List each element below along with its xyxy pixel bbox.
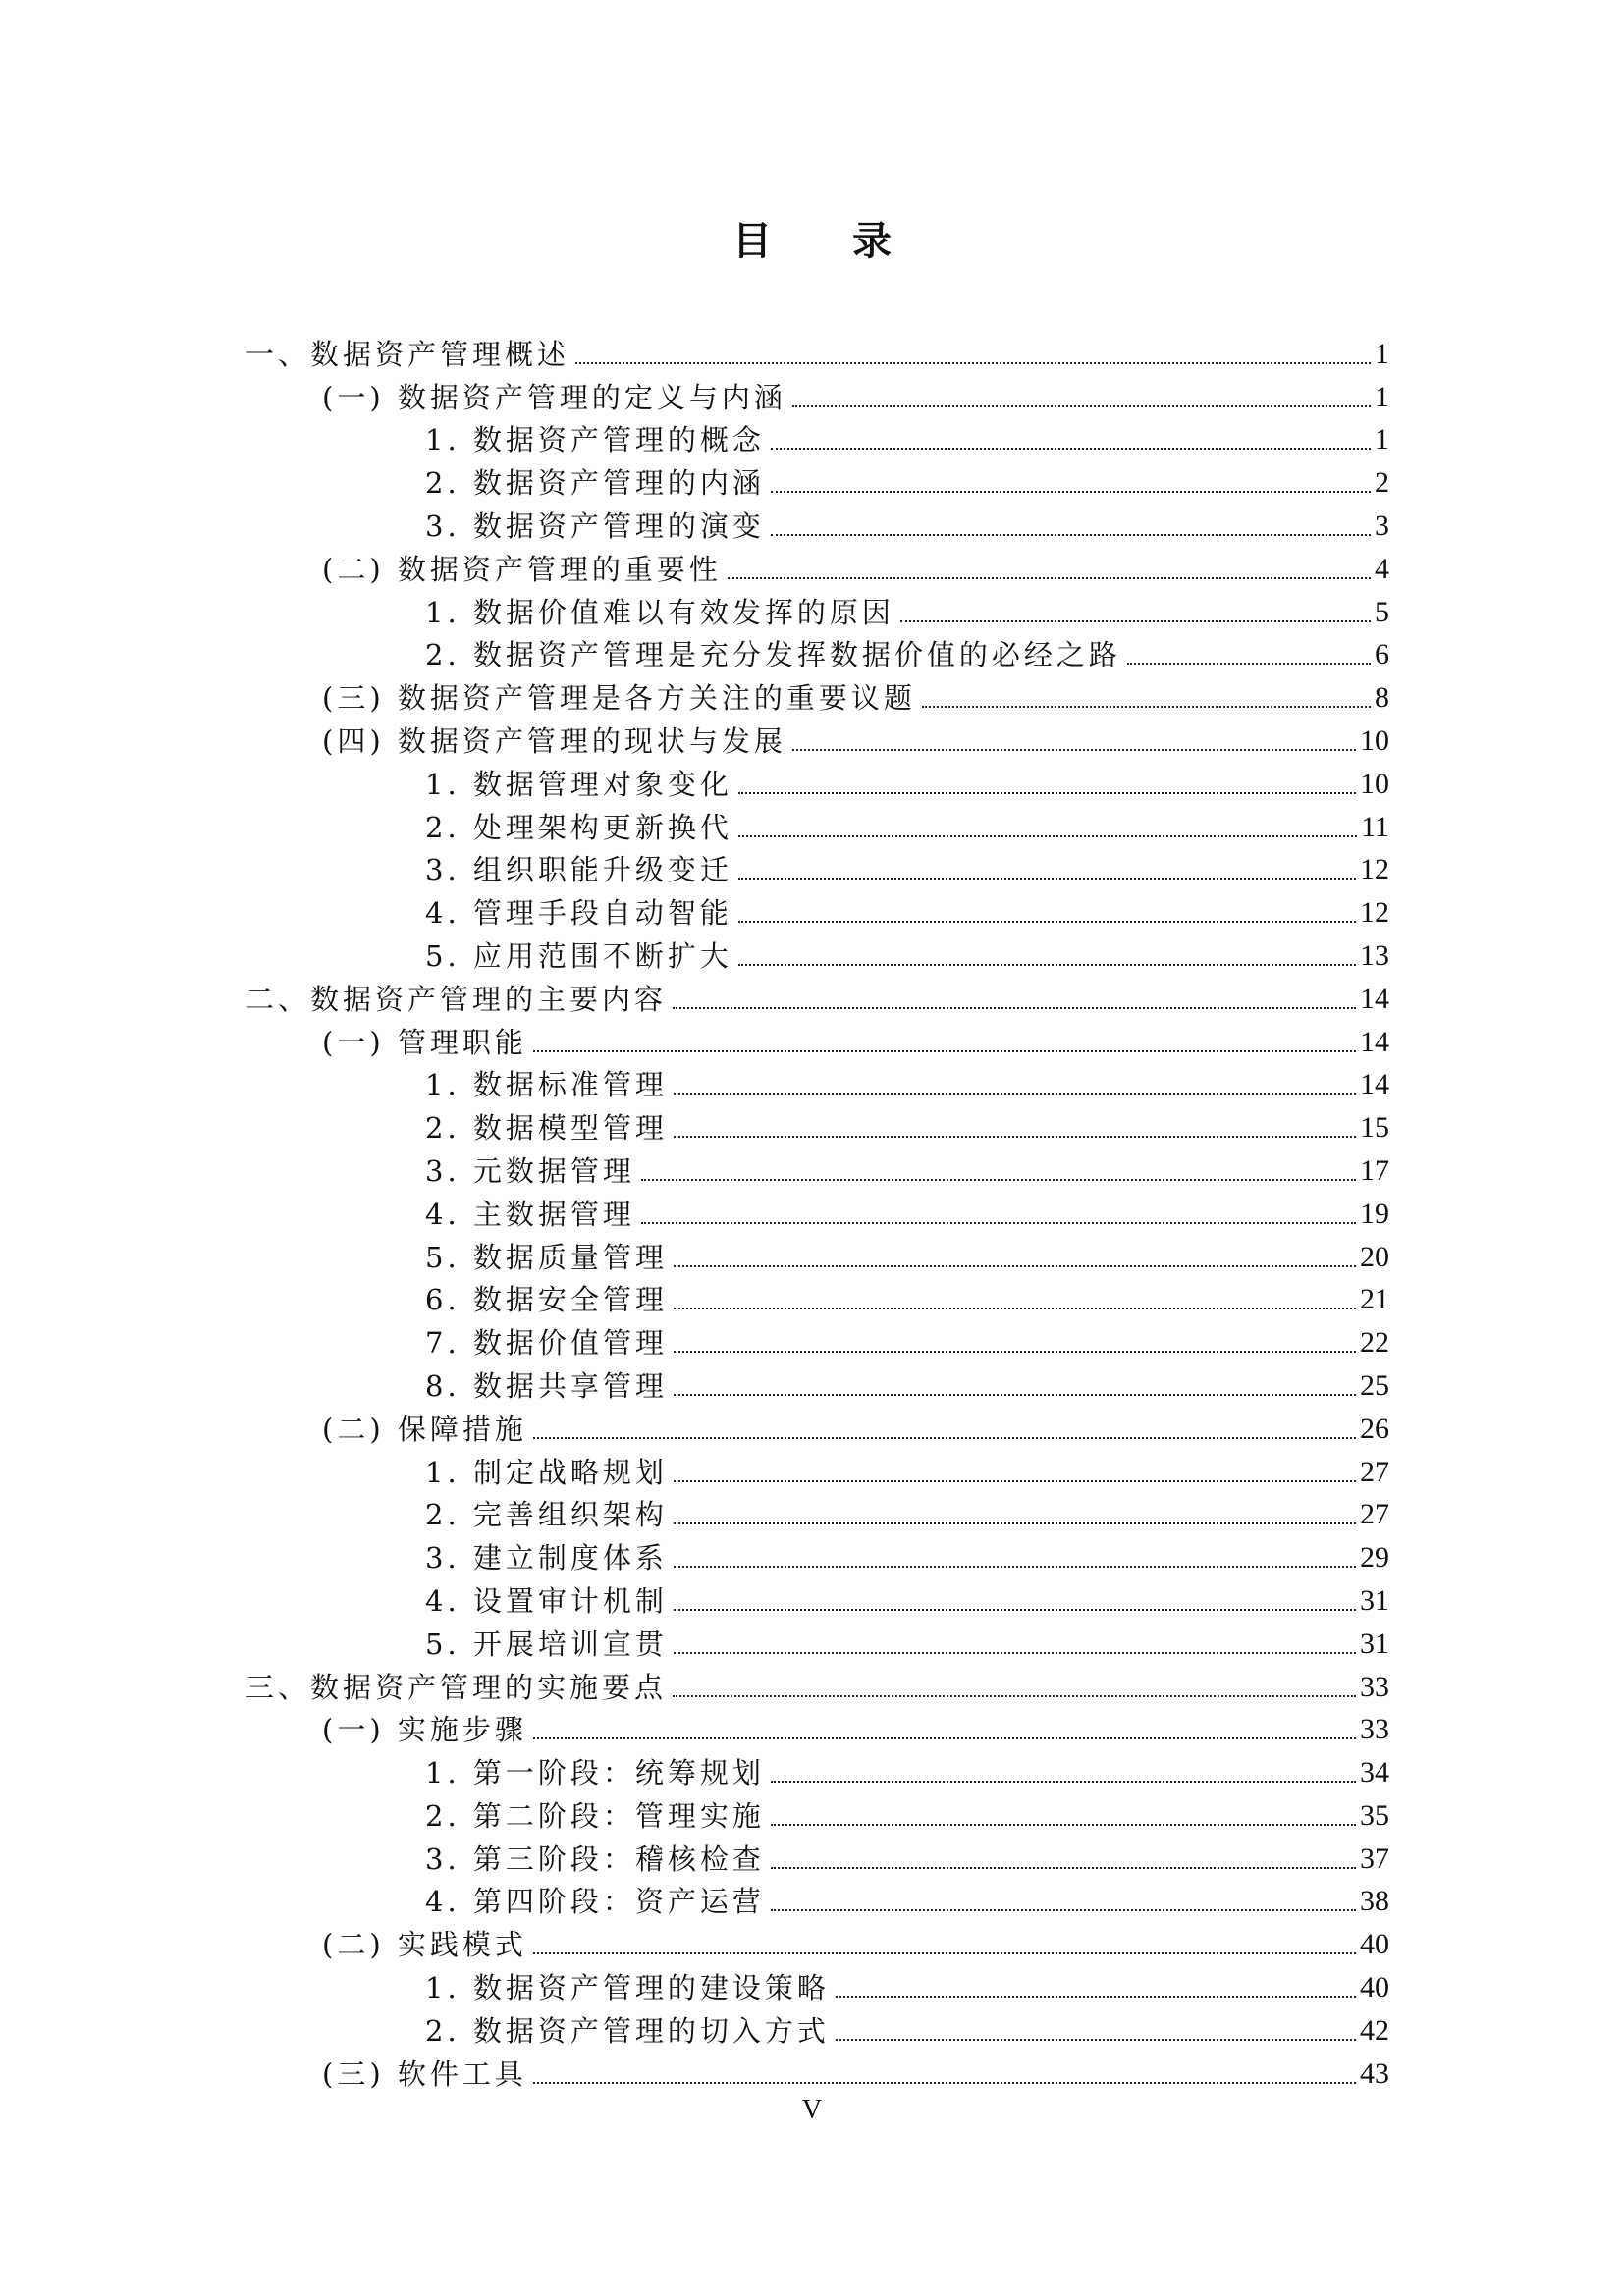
toc-entry-label: 三、数据资产管理的实施要点 xyxy=(245,1670,668,1704)
toc-entry-label: 4. 管理手段自动智能 xyxy=(425,896,732,931)
toc-dot-leader xyxy=(792,749,1356,751)
toc-entry-page-number: 2 xyxy=(1375,466,1389,500)
toc-dot-leader xyxy=(674,1652,1356,1654)
toc-entry[interactable] xyxy=(245,501,1389,544)
toc-entry-label: (一) 管理职能 xyxy=(322,1025,527,1059)
toc-entry[interactable] xyxy=(245,1790,1389,1834)
toc-entry-page-number: 4 xyxy=(1375,552,1389,585)
toc-entry-label: (二) 数据资产管理的重要性 xyxy=(322,552,722,586)
toc-entry-label: 3. 元数据管理 xyxy=(425,1153,635,1188)
toc-dot-leader xyxy=(771,534,1371,536)
toc-dot-leader xyxy=(738,964,1356,966)
toc-entry-label: 3. 数据资产管理的演变 xyxy=(425,508,765,543)
toc-dot-leader xyxy=(836,1996,1356,1998)
toc-entry-page-number: 19 xyxy=(1360,1197,1389,1230)
toc-entry[interactable] xyxy=(245,1232,1389,1275)
toc-entry-page-number: 31 xyxy=(1360,1627,1389,1660)
toc-entry[interactable] xyxy=(245,974,1389,1017)
toc-dot-leader xyxy=(575,362,1371,364)
toc-dot-leader xyxy=(792,405,1371,407)
toc-entry-page-number: 27 xyxy=(1360,1498,1389,1531)
toc-entry-label: 3. 第三阶段：稽核检查 xyxy=(425,1842,765,1876)
toc-dot-leader xyxy=(674,1136,1356,1138)
toc-entry[interactable] xyxy=(245,1404,1389,1447)
toc-dot-leader xyxy=(533,1437,1356,1439)
toc-entry[interactable] xyxy=(245,1705,1389,1748)
toc-entry-page-number: 21 xyxy=(1360,1283,1389,1316)
toc-dot-leader xyxy=(771,448,1371,450)
toc-entry-label: (二) 实践模式 xyxy=(322,1928,527,1962)
toc-dot-leader xyxy=(674,1480,1356,1482)
toc-entry[interactable] xyxy=(245,931,1389,974)
toc-entry-page-number: 27 xyxy=(1360,1455,1389,1488)
toc-entry-label: 4. 第四阶段：资产运营 xyxy=(425,1885,765,1919)
toc-dot-leader xyxy=(922,706,1371,708)
toc-entry-page-number: 1 xyxy=(1375,423,1389,456)
toc-entry[interactable] xyxy=(245,1317,1389,1361)
toc-dot-leader xyxy=(674,1308,1356,1309)
toc-dot-leader xyxy=(771,1867,1356,1869)
toc-entry-page-number: 13 xyxy=(1360,938,1389,972)
toc-entry-page-number: 34 xyxy=(1360,1756,1389,1789)
toc-dot-leader xyxy=(738,921,1356,923)
toc-entry[interactable] xyxy=(245,1490,1389,1533)
toc-dot-leader xyxy=(674,1351,1356,1353)
toc-entry-page-number: 11 xyxy=(1361,810,1389,843)
toc-entry-label: 2. 第二阶段：管理实施 xyxy=(425,1798,765,1833)
page-number: V xyxy=(801,2095,823,2125)
toc-entry[interactable] xyxy=(245,1962,1389,2005)
toc-entry[interactable] xyxy=(245,372,1389,415)
toc-entry-label: 4. 设置审计机制 xyxy=(425,1583,668,1618)
toc-dot-leader xyxy=(1127,663,1371,665)
toc-dot-leader xyxy=(674,1522,1356,1524)
toc-entry[interactable] xyxy=(245,1834,1389,1877)
toc-entry-label: 2. 数据资产管理是充分发挥数据价值的必经之路 xyxy=(425,638,1121,672)
toc-entry[interactable] xyxy=(245,2049,1389,2092)
toc-entry-label: 1. 制定战略规划 xyxy=(425,1455,668,1489)
toc-entry-label: 一、数据资产管理概述 xyxy=(245,337,570,371)
toc-entry-page-number: 6 xyxy=(1375,638,1389,671)
toc-entry-label: (一) 数据资产管理的定义与内涵 xyxy=(322,380,786,414)
toc-dot-leader xyxy=(674,1093,1356,1095)
toc-entry-label: (三) 数据资产管理是各方关注的重要议题 xyxy=(322,681,916,716)
toc-entry[interactable] xyxy=(245,587,1389,630)
toc-entry-page-number: 40 xyxy=(1360,1971,1389,2004)
toc-entry[interactable] xyxy=(245,457,1389,501)
toc-dot-leader xyxy=(674,1566,1356,1568)
toc-entry[interactable] xyxy=(245,672,1389,716)
toc-dot-leader xyxy=(641,1179,1356,1181)
toc-entry-page-number: 33 xyxy=(1360,1670,1389,1703)
toc-dot-leader xyxy=(738,792,1356,794)
toc-entry[interactable] xyxy=(245,1146,1389,1189)
page-title: 目 录 xyxy=(732,219,925,264)
toc-dot-leader xyxy=(673,1695,1356,1697)
toc-dot-leader xyxy=(533,2082,1356,2084)
toc-entry-label: 1. 数据标准管理 xyxy=(425,1068,668,1102)
toc-dot-leader xyxy=(738,878,1356,880)
toc-entry[interactable] xyxy=(245,1189,1389,1232)
toc-entry[interactable] xyxy=(245,1447,1389,1490)
toc-entry-label: (四) 数据资产管理的现状与发展 xyxy=(322,723,786,758)
toc-entry-label: 1. 数据价值难以有效发挥的原因 xyxy=(425,595,894,629)
toc-entry[interactable] xyxy=(245,845,1389,888)
toc-entry[interactable] xyxy=(245,1619,1389,1662)
toc-dot-leader xyxy=(533,1952,1356,1954)
toc-entry-label: 7. 数据价值管理 xyxy=(425,1326,668,1361)
toc-entry-label: 二、数据资产管理的主要内容 xyxy=(245,982,668,1016)
toc-entry-page-number: 25 xyxy=(1360,1368,1389,1402)
toc-entry-page-number: 43 xyxy=(1360,2056,1389,2090)
toc-dot-leader xyxy=(771,1909,1356,1911)
toc-dot-leader xyxy=(771,1781,1356,1783)
toc-entry[interactable] xyxy=(245,630,1389,673)
toc-entry-page-number: 31 xyxy=(1360,1583,1389,1617)
toc-entry[interactable] xyxy=(245,1102,1389,1146)
toc-entry-label: 4. 主数据管理 xyxy=(425,1197,635,1231)
toc-entry-label: 3. 组织职能升级变迁 xyxy=(425,853,732,887)
toc-entry-page-number: 14 xyxy=(1360,1025,1389,1058)
toc-entry[interactable] xyxy=(245,759,1389,802)
toc-entry[interactable] xyxy=(245,1060,1389,1103)
toc-entry[interactable] xyxy=(245,1662,1389,1705)
toc-entry[interactable] xyxy=(245,1575,1389,1619)
toc-entry-page-number: 14 xyxy=(1360,1068,1389,1101)
toc-entry-label: (一) 实施步骤 xyxy=(322,1713,527,1747)
toc-dot-leader xyxy=(771,1824,1356,1826)
toc-entry[interactable] xyxy=(245,1275,1389,1318)
toc-entry[interactable] xyxy=(245,1532,1389,1575)
toc-entry[interactable] xyxy=(245,329,1389,372)
toc-entry-label: 1. 数据管理对象变化 xyxy=(425,767,732,801)
toc-entry-label: 6. 数据安全管理 xyxy=(425,1283,668,1317)
toc-entry-page-number: 26 xyxy=(1360,1412,1389,1445)
toc-entry-label: 2. 数据资产管理的切入方式 xyxy=(425,2013,830,2048)
toc-dot-leader xyxy=(900,620,1371,622)
toc-entry-label: 1. 第一阶段：统筹规划 xyxy=(425,1756,765,1790)
toc-entry-page-number: 37 xyxy=(1360,1842,1389,1875)
toc-entry-label: 1. 数据资产管理的建设策略 xyxy=(425,1971,830,2005)
toc-entry[interactable] xyxy=(245,1919,1389,1962)
toc-entry-label: 8. 数据共享管理 xyxy=(425,1368,668,1403)
toc-dot-leader xyxy=(674,1265,1356,1267)
toc-entry[interactable] xyxy=(245,1361,1389,1404)
toc-entry[interactable] xyxy=(245,415,1389,458)
toc-entry-page-number: 10 xyxy=(1360,767,1389,800)
toc-entry-page-number: 3 xyxy=(1375,508,1389,542)
toc-dot-leader xyxy=(673,1007,1356,1009)
toc-entry-label: 2. 数据资产管理的内涵 xyxy=(425,466,765,501)
toc-entry[interactable] xyxy=(245,1877,1389,1920)
toc-entry[interactable] xyxy=(245,1017,1389,1060)
toc-entry-label: 5. 数据质量管理 xyxy=(425,1240,668,1274)
toc-entry-label: 2. 数据模型管理 xyxy=(425,1111,668,1146)
toc-entry-label: 1. 数据资产管理的概念 xyxy=(425,423,765,457)
toc-entry-page-number: 14 xyxy=(1360,982,1389,1015)
toc-entry-page-number: 12 xyxy=(1360,853,1389,886)
toc-entry-page-number: 1 xyxy=(1375,337,1389,370)
toc-entry-page-number: 10 xyxy=(1360,723,1389,757)
toc-entry[interactable] xyxy=(245,802,1389,845)
toc-entry-page-number: 8 xyxy=(1375,681,1389,715)
toc-dot-leader xyxy=(533,1050,1356,1052)
toc-entry-page-number: 42 xyxy=(1360,2013,1389,2047)
toc-entry-page-number: 1 xyxy=(1375,380,1389,413)
toc-entry-page-number: 22 xyxy=(1360,1326,1389,1360)
toc-entry[interactable] xyxy=(245,887,1389,931)
toc-dot-leader xyxy=(533,1737,1356,1739)
toc-entry[interactable] xyxy=(245,1747,1389,1790)
toc-dot-leader xyxy=(674,1609,1356,1611)
toc-dot-leader xyxy=(836,2039,1356,2041)
toc-entry-page-number: 40 xyxy=(1360,1928,1389,1961)
toc-entry-page-number: 33 xyxy=(1360,1713,1389,1746)
toc-entry-page-number: 17 xyxy=(1360,1153,1389,1187)
toc-entry-page-number: 12 xyxy=(1360,896,1389,930)
table-of-contents xyxy=(245,329,1389,2092)
toc-entry-page-number: 15 xyxy=(1360,1111,1389,1145)
toc-entry-label: 2. 完善组织架构 xyxy=(425,1498,668,1532)
toc-dot-leader xyxy=(738,835,1357,837)
toc-entry-page-number: 20 xyxy=(1360,1240,1389,1273)
toc-entry-label: 5. 应用范围不断扩大 xyxy=(425,938,732,973)
toc-entry-page-number: 5 xyxy=(1375,595,1389,628)
toc-dot-leader xyxy=(674,1394,1356,1396)
toc-entry-label: 5. 开展培训宣贯 xyxy=(425,1627,668,1661)
toc-dot-leader xyxy=(641,1222,1356,1224)
toc-entry[interactable] xyxy=(245,2005,1389,2049)
toc-dot-leader xyxy=(728,577,1371,579)
toc-entry-page-number: 38 xyxy=(1360,1885,1389,1918)
toc-entry-label: 3. 建立制度体系 xyxy=(425,1541,668,1575)
toc-entry-label: (三) 软件工具 xyxy=(322,2056,527,2091)
toc-entry-label: 2. 处理架构更新换代 xyxy=(425,810,732,844)
toc-entry[interactable] xyxy=(245,716,1389,759)
toc-entry-page-number: 29 xyxy=(1360,1541,1389,1575)
toc-entry-label: (二) 保障措施 xyxy=(322,1412,527,1446)
toc-entry[interactable] xyxy=(245,544,1389,587)
toc-dot-leader xyxy=(771,491,1371,493)
toc-entry-page-number: 35 xyxy=(1360,1798,1389,1832)
